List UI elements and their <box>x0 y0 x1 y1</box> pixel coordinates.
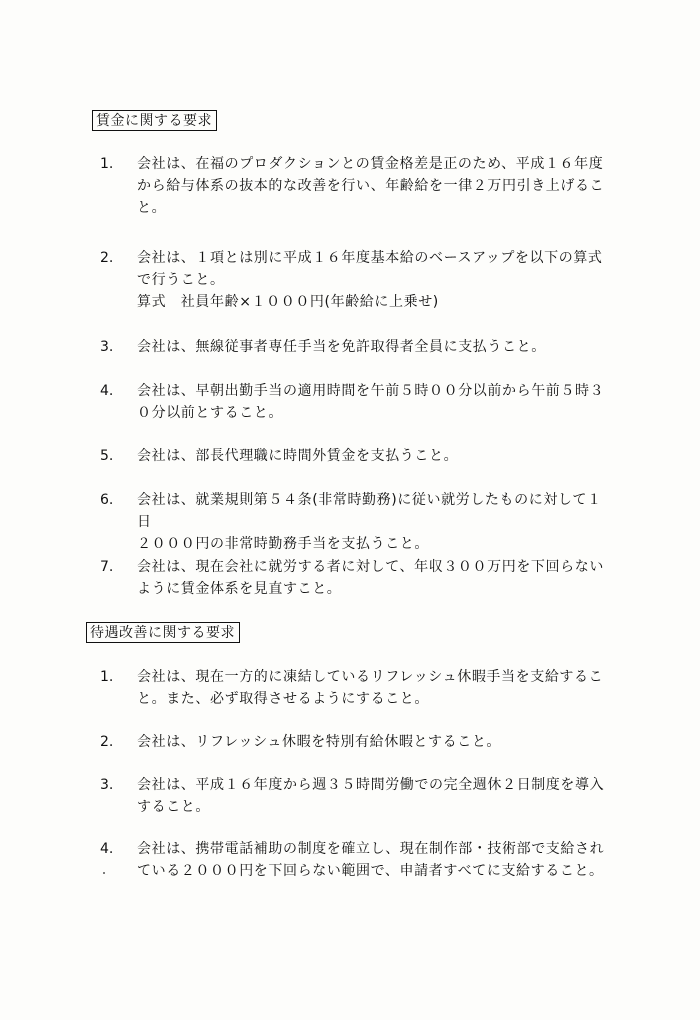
item-number: 5. <box>100 448 114 464</box>
item-text: 会社は、携帯電話補助の制度を確立し、現在制作部・技術部で支給され ている２０００円を下回らない範囲で、申請者すべてに支給すること。 <box>137 841 605 879</box>
item-text: 会社は、無線従事者専任手当を免許取得者全員に支払うこと。 <box>137 339 546 355</box>
item-number: 1. <box>100 669 114 685</box>
scan-speck <box>103 872 105 874</box>
item-text: 会社は、平成１６年度から週３５時間労働での完全週休２日制度を導入 すること。 <box>137 777 605 815</box>
section-heading-wages: 賃金に関する要求 <box>92 110 217 131</box>
item-text: 会社は、早朝出勤手当の適用時間を午前５時００分以前から午前５時３ ０分以前とすること。 <box>137 383 605 421</box>
item-number: 4. <box>100 841 114 857</box>
section-heading-treatment: 待遇改善に関する要求 <box>86 622 240 643</box>
item-number: 2. <box>100 734 114 750</box>
item-text: 会社は、現在一方的に凍結しているリフレッシュ休暇手当を支給するこ と。また、必ず取得させるようにすること。 <box>137 669 604 707</box>
item-number: 2. <box>100 250 114 266</box>
item-text: 会社は、リフレッシュ休暇を特別有給休暇とすること。 <box>137 734 502 750</box>
item-number: 3. <box>100 777 114 793</box>
item-text: 会社は、１項とは別に平成１６年度基本給のベースアップを以下の算式 で行うこと。 算式 社員年齢×１０００円(年齢給に上乗せ) <box>137 250 603 310</box>
item-number: 6. <box>100 492 114 508</box>
item-number: 7. <box>100 559 114 575</box>
item-text: 会社は、現在会社に就労する者に対して、年収３００万円を下回らない ように賃金体系を見直すこと。 <box>137 559 604 597</box>
item-text: 会社は、部長代理職に時間外賃金を支払うこと。 <box>137 448 459 464</box>
item-number: 4. <box>100 383 114 399</box>
item-text: 会社は、就業規則第５４条(非常時勤務)に従い就労したものに対して１日 ２０００円の非常時勤務手当を支払うこと。 <box>137 492 602 552</box>
item-number: 1. <box>100 156 114 172</box>
item-number: 3. <box>100 339 114 355</box>
item-text: 会社は、在福のプロダクションとの賃金格差是正のため、平成１６年度 から給与体系の抜本的な改善を行い、年齢給を一律２万円引き上げるこ と。 <box>137 156 605 216</box>
